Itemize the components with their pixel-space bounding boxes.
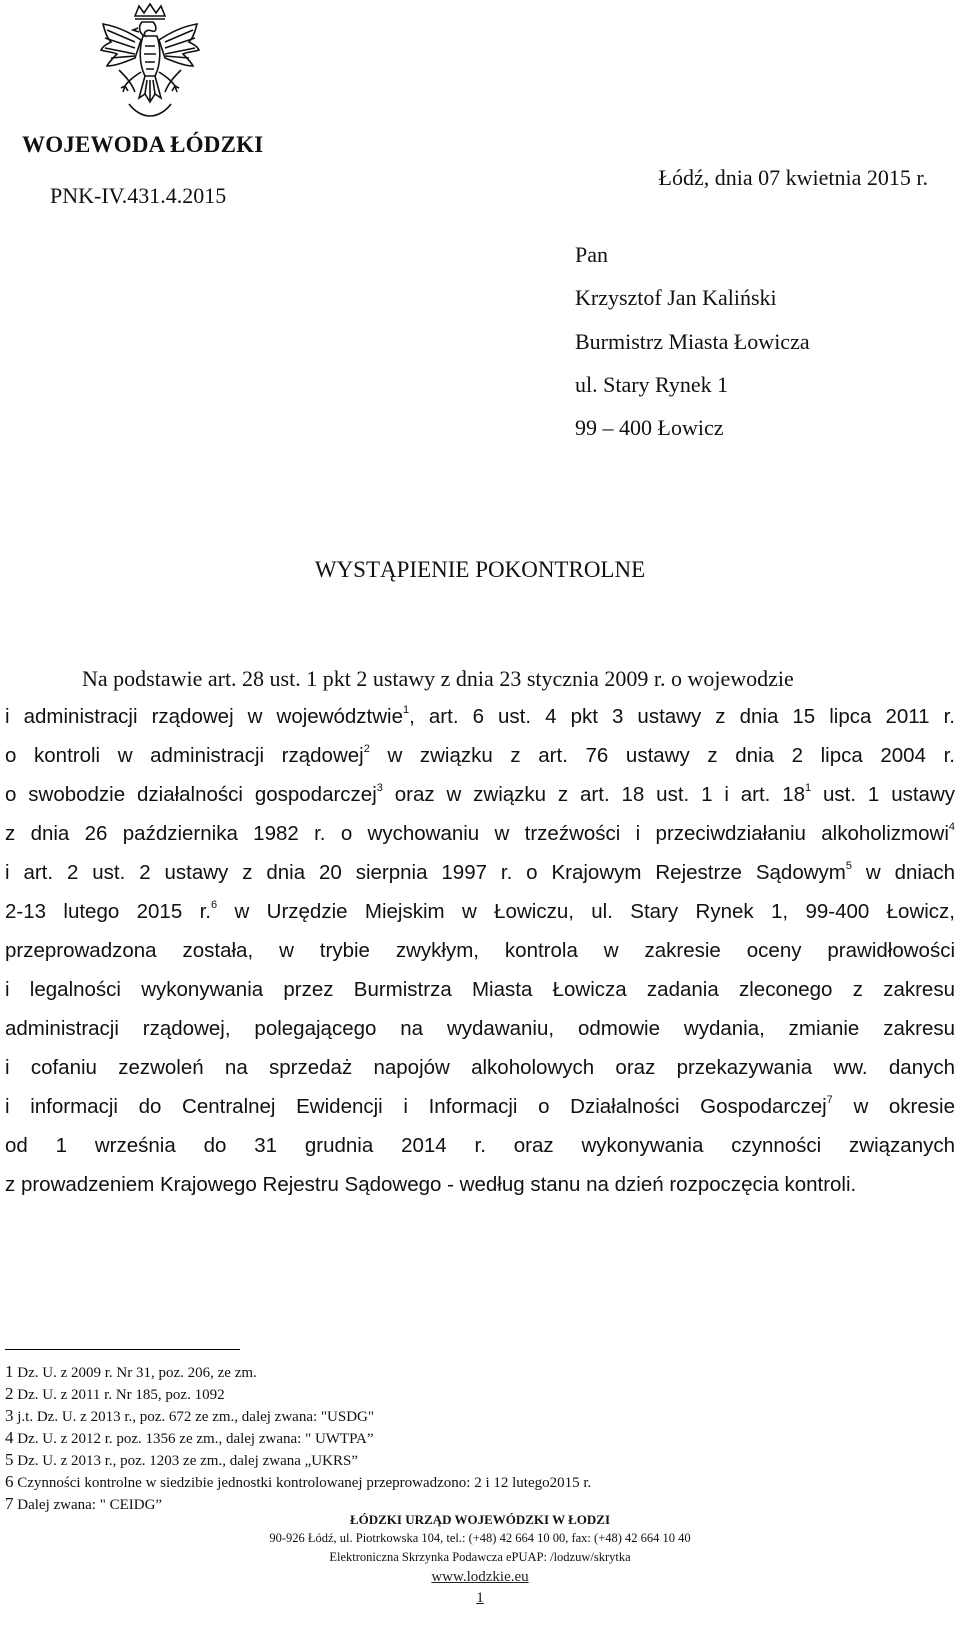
- place-date: Łódź, dnia 07 kwietnia 2015 r.: [658, 165, 928, 190]
- page-number: 1: [476, 1590, 484, 1606]
- superscript-18-1: 1: [805, 783, 812, 795]
- recipient-city: 99 – 400 Łowicz: [575, 415, 724, 440]
- body-line-1: Na podstawie art. 28 ust. 1 pkt 2 ustawy z dnia 23 stycznia 2009 r. o wojewodzie: [82, 666, 794, 691]
- body-line-3: o kontroli w administracji rządowej$^2$ w związku z art. 76 ustawy z dnia 2 lipca 2004 r.: [5, 744, 955, 767]
- body-line-6: i art. 2 ust. 2 ustawy z dnia 20 sierpnia 1997 r. o Krajowym Rejestrze Sądowym$^5$ w dniach: [5, 861, 955, 884]
- footnote-ref-7: 7: [826, 1095, 833, 1107]
- body-line-2: i administracji rządowej w województwie$^1$, art. 6 ust. 4 pkt 3 ustawy z dnia 15 lipca 2011 r.: [5, 705, 955, 728]
- footnote-separator: [5, 1349, 240, 1350]
- recipient-position: Burmistrz Miasta Łowicza: [575, 329, 810, 354]
- footnote-6: 6 Czynności kontrolne w siedzibie jednostki kontrolowanej przeprowadzono: 2 i 12 lutego2015 r.: [5, 1472, 592, 1491]
- body-line-10: administracji rządowej, polegającego na wydawaniu, odmowie wydania, zmianie zakresu: [5, 1017, 955, 1040]
- footer-epuap: Elektroniczna Skrzynka Podawcza ePUAP: /lodzuw/skrytka: [329, 1550, 631, 1564]
- footer-office-name: ŁÓDZKI URZĄD WOJEWÓDZKI W ŁODZI: [349, 1512, 611, 1527]
- footnote-7: 7 Dalej zwana: " CEIDG”: [5, 1494, 163, 1513]
- document-title: WYSTĄPIENIE POKONTROLNE: [314, 557, 646, 582]
- body-line-9: i legalności wykonywania przez Burmistrza Miasta Łowicza zadania zleconego z zakresu: [5, 978, 955, 1001]
- recipient-street: ul. Stary Rynek 1: [575, 372, 729, 397]
- recipient-name: Krzysztof Jan Kaliński: [575, 285, 777, 310]
- footnote-ref-5: 5: [845, 861, 852, 873]
- footnote-4: 4 Dz. U. z 2012 r. poz. 1356 ze zm., dalej zwana: " UWTPA”: [5, 1428, 374, 1447]
- footnote-3: 3 j.t. Dz. U. z 2013 r., poz. 672 ze zm., dalej zwana: "USDG": [5, 1406, 374, 1425]
- recipient-salutation: Pan: [575, 242, 608, 267]
- body-line-8: przeprowadzona została, w trybie zwykłym, kontrola w zakresie oceny prawidłowości: [5, 939, 955, 962]
- body-line-11: i cofaniu zezwoleń na sprzedaż napojów alkoholowych oraz przekazywania ww. danych: [5, 1056, 955, 1079]
- body-line-12: i informacji do Centralnej Ewidencji i Informacji o Działalności Gospodarczej$^7$ w okresie: [5, 1095, 955, 1118]
- body-line-14: z prowadzeniem Krajowego Rejestru Sądowego - według stanu na dzień rozpoczęcia kontroli.: [5, 1173, 857, 1196]
- footnote-ref-3: 3: [376, 783, 383, 795]
- authority-heading: WOJEWODA ŁÓDZKI: [22, 132, 264, 157]
- eagle-emblem-icon: [95, 2, 205, 122]
- footnote-ref-1: 1: [403, 705, 410, 717]
- case-number: PNK-IV.431.4.2015: [50, 183, 227, 208]
- body-line-13: od 1 września do 31 grudnia 2014 r. oraz wykonywania czynności związanych: [5, 1134, 955, 1157]
- footer-address: 90-926 Łódź, ul. Piotrkowska 104, tel.: (+48) 42 664 10 00, fax: (+48) 42 664 10 40: [269, 1531, 691, 1545]
- footnote-2: 2 Dz. U. z 2011 r. Nr 185, poz. 1092: [5, 1384, 225, 1403]
- footnote-ref-4: 4: [948, 822, 955, 834]
- footnote-ref-6: 6: [210, 900, 218, 912]
- body-line-4: o swobodzie działalności gospodarczej$^3$ oraz w związku z art. 18 ust. 1 i art. $18^1$ ust. 1 ustawy: [5, 783, 955, 806]
- body-line-5: z dnia 26 października 1982 r. o wychowaniu w trzeźwości i przeciwdziałaniu alkoholizmowi$^4$: [5, 822, 955, 845]
- footnote-1: 1 Dz. U. z 2009 r. Nr 31, poz. 206, ze zm.: [5, 1362, 257, 1381]
- footnote-5: 5 Dz. U. z 2013 r., poz. 1203 ze zm., dalej zwana „UKRS”: [5, 1450, 358, 1469]
- footnote-ref-2: 2: [363, 744, 370, 756]
- footer-website-link[interactable]: www.lodzkie.eu: [431, 1569, 529, 1585]
- body-line-7: 2-13 lutego 2015 r.$^6$ w Urzędzie Miejskim w Łowiczu, ul. Stary Rynek 1, 99-400 Łowicz,: [5, 900, 955, 923]
